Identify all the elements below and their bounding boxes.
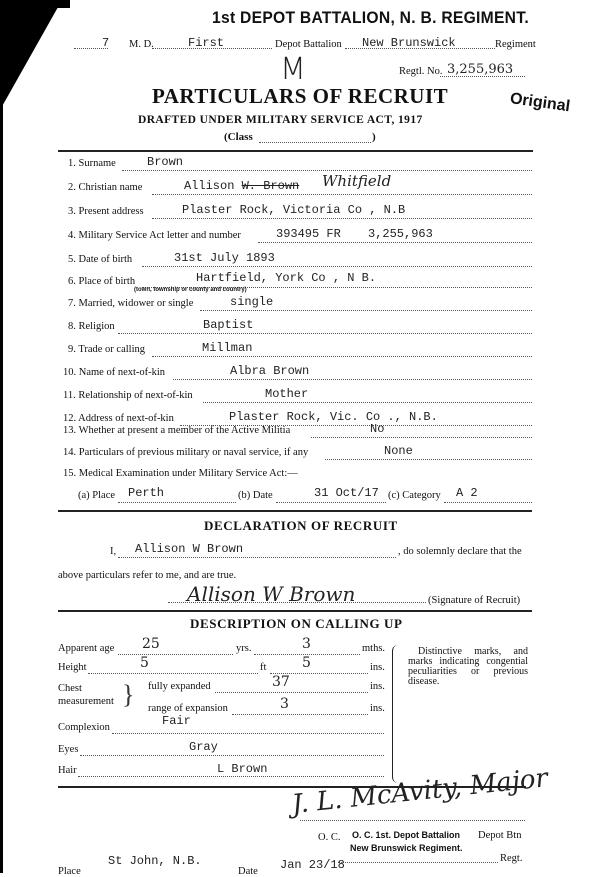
regtl-no-label: Regtl. No. (399, 66, 443, 77)
medical-category-line (444, 502, 532, 503)
eyes-line (80, 755, 384, 756)
stamp-line2: New Brunswick Regiment. (350, 843, 463, 853)
medical-date-value: 31 Oct/17 (314, 486, 379, 500)
apparent-age-years: 25 (142, 636, 160, 652)
eyes-label: Eyes (58, 744, 79, 755)
height-label: Height (58, 662, 87, 673)
chest-label-1: Chest (58, 683, 82, 694)
field-label-trade: 9. Trade or calling (68, 344, 145, 355)
declaration-rule (58, 610, 532, 612)
fully-expanded-ins-label: ins. (370, 681, 385, 692)
trade-value: Millman (202, 341, 253, 355)
chest-brace-icon: } (122, 680, 135, 709)
place-value: St John, N.B. (108, 854, 202, 868)
battalion-title: 1st DEPOT BATTALION, N. B. REGIMENT. (212, 8, 529, 27)
next-of-kin-line (173, 379, 532, 380)
chest-label-2: measurement (58, 696, 114, 707)
md-number: 7 (102, 36, 110, 50)
present-address-line (152, 218, 532, 219)
declaration-title: DECLARATION OF RECRUIT (204, 518, 398, 533)
medical-place-line (118, 502, 236, 503)
officer-signature-line (300, 820, 525, 821)
complexion-value: Fair (162, 714, 191, 728)
relationship-line (203, 402, 532, 403)
marital-status-value: single (230, 295, 274, 309)
msa-number-value: 393495 FR (276, 227, 341, 241)
officer-signature: J. L. McAvity, Major (290, 763, 550, 820)
annotation-mark: M (280, 52, 306, 87)
trade-line (152, 356, 532, 357)
fully-expanded-label: fully expanded (148, 681, 211, 692)
depot-btn-label: Depot Btn (478, 830, 522, 841)
form-subtitle: DRAFTED UNDER MILITARY SERVICE ACT, 1917 (138, 114, 423, 126)
field-label-date-of-birth: 5. Date of birth (68, 254, 133, 265)
christian-name-value: Allison W. Brown (184, 179, 300, 193)
field-label-active-militia: 13. Whether at present a member of the Active Militia (63, 425, 291, 436)
class-label: (Class (224, 131, 253, 143)
marital-status-line (200, 310, 532, 311)
field-label-medical-exam: 15. Medical Examination under Military Service Act:— (63, 468, 298, 479)
declaration-suffix: , do solemnly declare that the (398, 546, 522, 557)
height-ft-line (88, 673, 258, 674)
regt-label: Regt. (500, 853, 523, 864)
date-of-birth-value: 31st July 1893 (174, 251, 275, 265)
description-title: DESCRIPTION ON CALLING UP (190, 616, 403, 631)
height-ins-label: ins. (370, 662, 385, 673)
present-address-value: Plaster Rock, Victoria Co , N.B (182, 203, 406, 217)
depot-battalion-label: Depot Battalion (275, 39, 342, 50)
next-of-kin-value: Albra Brown (230, 364, 310, 378)
relationship-value: Mother (265, 387, 309, 401)
form-title: PARTICULARS OF RECRUIT (152, 84, 449, 108)
declaration-name: Allison W Brown (135, 542, 244, 556)
hair-value: L Brown (217, 762, 268, 776)
md-label: M. D. (129, 39, 154, 50)
range-line (232, 714, 368, 715)
distinctive-marks-label: Distinctive marks, and marks indicating congential peculiarities or previous disease. (408, 646, 528, 687)
complexion-label: Complexion (58, 722, 110, 733)
previous-service-line (325, 459, 532, 460)
declaration-name-line (118, 557, 396, 558)
months-label: mths. (362, 643, 386, 654)
particulars-rule (58, 510, 532, 512)
place-label: Place (58, 866, 81, 877)
oc-prefix: O. C. (318, 832, 341, 843)
religion-value: Baptist (203, 318, 254, 332)
msa-number-line (258, 242, 532, 243)
struck-text: W. Brown (241, 179, 300, 193)
signature-label: (Signature of Recruit) (428, 595, 521, 606)
field-label-next-of-kin: 10. Name of next-of-kin (63, 367, 166, 378)
class-close: ) (372, 131, 376, 143)
medical-date-line (276, 502, 386, 503)
range-label: range of expansion (148, 703, 228, 714)
apparent-age-years-line (118, 654, 233, 655)
field-label-surname: 1. Surname (68, 158, 116, 169)
hair-line (78, 776, 384, 777)
stamp-line1: O. C. 1st. Depot Battalion (352, 830, 461, 840)
date-label: Date (238, 866, 258, 877)
regiment-value: New Brunswick (362, 36, 456, 50)
medical-date-label: (b) Date (238, 490, 273, 501)
declaration-prefix: I, (110, 546, 117, 557)
range-value: 3 (280, 696, 289, 712)
hair-label: Hair (58, 765, 77, 776)
field-label-msa-number: 4. Military Service Act letter and number (68, 230, 241, 241)
scan-edge (0, 0, 3, 873)
surname-line (122, 170, 532, 171)
years-label: yrs. (236, 643, 252, 654)
field-label-next-of-kin-address: 12. Address of next-of-kin (63, 413, 174, 424)
complexion-line (112, 733, 384, 734)
place-of-birth-sublabel: (town, township or county and country) (134, 287, 247, 293)
height-in: 5 (302, 655, 311, 671)
class-field (259, 142, 371, 143)
christian-name-handwritten: Whitfield (322, 172, 392, 190)
active-militia-value: No (370, 422, 385, 436)
christian-name-line (152, 194, 532, 195)
active-militia-line (311, 437, 532, 438)
apparent-age-months: 3 (302, 636, 311, 652)
date-of-birth-line (142, 266, 532, 267)
scan-corner-shadow-top (0, 0, 70, 8)
field-label-marital-status: 7. Married, widower or single (68, 298, 194, 309)
apparent-age-label: Apparent age (58, 643, 115, 654)
surname-value: Brown (147, 155, 184, 169)
regtl-no-value: 3,255,963 (447, 62, 514, 77)
regiment-label: Regiment (495, 39, 536, 50)
previous-service-value: None (384, 444, 413, 458)
field-label-previous-service: 14. Particulars of previous military or naval service, if any (63, 447, 309, 458)
field-label-christian-name: 2. Christian name (68, 182, 143, 193)
fully-expanded-value: 37 (272, 674, 290, 690)
regt-line (338, 862, 498, 863)
depot-battalion-value: First (188, 36, 225, 50)
height-ft: 5 (140, 655, 149, 671)
scan-corner-shadow (0, 0, 62, 110)
fully-expanded-line (215, 692, 368, 693)
recruit-signature: Allison W Brown (187, 582, 356, 606)
range-ins-label: ins. (370, 703, 385, 714)
declaration-line2: above particulars refer to me, and are true. (58, 570, 237, 581)
medical-place-label: (a) Place (78, 490, 116, 501)
medical-place-value: Perth (128, 486, 165, 500)
field-label-present-address: 3. Present address (68, 206, 144, 217)
medical-category-label: (c) Category (388, 490, 441, 501)
medical-category-value: A 2 (456, 486, 478, 500)
next-of-kin-address-value: Plaster Rock, Vic. Co ., N.B. (229, 410, 438, 424)
stamp-original: Original (508, 90, 572, 116)
place-of-birth-value: Hartfield, York Co , N B. (196, 271, 377, 285)
eyes-value: Gray (189, 740, 218, 754)
msa-number-value-2: 3,255,963 (368, 227, 433, 241)
ft-label: ft (260, 662, 267, 673)
field-label-place-of-birth: 6. Place of birth (68, 276, 136, 287)
field-label-religion: 8. Religion (68, 321, 115, 332)
distinctive-marks-brace-icon (392, 645, 399, 783)
header-rule (58, 150, 533, 152)
religion-line (118, 333, 532, 334)
field-label-relationship: 11. Relationship of next-of-kin (63, 390, 193, 401)
date-value: Jan 23/18 (280, 858, 345, 872)
